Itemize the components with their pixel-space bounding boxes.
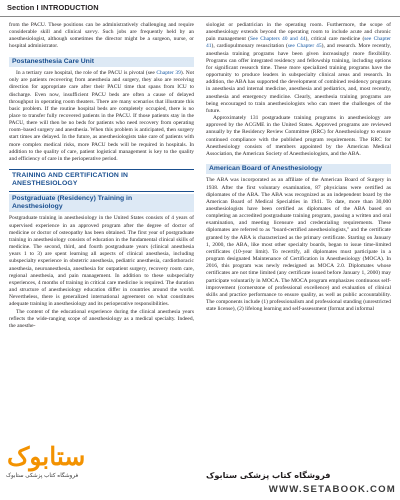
setabook-logo [6, 442, 86, 494]
training-part-heading [9, 169, 194, 192]
residency-paragraph-2: The content of the educational experience during the clinical anesthesia years reflects the wide-ranging scope of anesthesiology as a medical specialty. Indeed, the anesthe- [9, 308, 194, 329]
residency-heading [9, 194, 194, 213]
section-label: Section I INTRODUCTION [7, 3, 99, 12]
aba-heading: American Board of Anesthesiology [206, 164, 391, 174]
scope-text-c: ), cardiopulmonary resuscitation ( [211, 43, 288, 50]
chapter-45-link[interactable]: see Chapter 45 [287, 43, 322, 50]
chapters-40-44-link[interactable]: See Chapters 40 and 44 [249, 36, 306, 43]
training-part-heading-line1: TRAINING AND CERTIFICATION IN [12, 172, 129, 180]
residency-heading-line2: Anesthesiology [12, 203, 63, 211]
watermark-store-text: فروشگاه کتاب پزشکی ستابوک [206, 470, 331, 480]
chapter-39-link[interactable]: Chapter 39 [156, 70, 181, 77]
scope-paragraph [206, 22, 391, 115]
pacu-paragraph [9, 70, 194, 163]
logo-tagline: فروشگاه کتاب پزشکی ستابوک [6, 473, 79, 479]
watermark-url: WWW.SETABOOK.COM [268, 484, 396, 495]
running-header [0, 0, 400, 17]
chapter-41-link[interactable]: see Chapter 41 [206, 36, 391, 50]
training-part-heading-line2: ANESTHESIOLOGY [12, 180, 78, 188]
residency-heading-line1: Postgraduate (Residency) Training in [12, 194, 133, 202]
right-column [206, 22, 391, 313]
intro-paragraph: from the PACU. These positions can be administratively challenging and require considerable skill and clinical savvy. Such jobs are frequently held by an anesthesiologist, although sometimes the director might be a surgeon, nurse, or hospital administrator. [9, 22, 194, 50]
left-column [9, 22, 194, 330]
scope-text-b: ), critical care medicine ( [305, 36, 365, 43]
scope-text-a: siologist or pediatrician in the operating room. Furthermore, the scope of anesthesiology extends beyond the operating room to include acute and chronic pain management ( [206, 22, 391, 43]
pacu-text-a: In a tertiary care hospital, the role of the PACU is pivotal (see [16, 70, 157, 77]
residency-paragraph-1: Postgraduate training in anesthesiology in the United States consists of 4 years of supervised experience in an approved program after the degree of doctor of medicine or doctor of osteopathy has been obtained. The first year of postgraduate training in anesthesiology consists of education in the fundamental clinical skills of medicine. The second, third, and fourth postgraduate years (clinical anesthesia years 1 to 3) are spent learning all aspects of clinical anesthesia, including subspecialty experience in obstetric anesthesia, pediatric anesthesia, cardiothoracic anesthesia, neuroanesthesia, anesthesia for outpatient surgery, recovery room care, regional anesthesia, and pain management. In addition to these subspecialty experiences, 4 months of training in critical care medicine is required. The duration and structure of anesthesiology education differ in countries around the world. Nevertheless, there is generalized international agreement on what constitutes adequate training in anesthesiology and its perioperative responsibilities. [9, 215, 194, 308]
aba-paragraph: The ABA was incorporated as an affiliate of the American Board of Surgery in 1938. After the first voluntary examination, 87 physicians were certified as diplomates of the ABA. The ABA was recognized as an independent board by the American Board of Medical Specialties in 1941. To date, more than 30,000 anesthesiologists have been certified as diplomates of the ABA based on completing an accredited postgraduate training program, passing a written and oral examination, and meeting licensure and credentialing requirements. These diplomates are referred to as "board-certified anesthesiologists," and the certificate granted by the ABA is characterized as the primary certificate. Starting on January 1, 2000, the ABA, like most other specialty boards, began to issue time-limited certificates (10-year limit). To recertify, all diplomates must participate in a program designated Maintenance of Certification in Anesthesiology (MOCA). In 2016, this program was newly redesigned as MOCA 2.0. Diplomates whose certificates are not time limited (any certificate issued before January 1, 2000) may participate voluntarily in MOCA. The MOCA program emphasizes continuous self-improvement (cornerstone of professional excellence) and evaluation of clinical skills and practice performance to ensure quality, as well as public accountability. The components include (1) professionalism and professional standing (unrestricted state license), (2) lifelong learning and self-assessment (format and informal [206, 177, 391, 313]
programs-paragraph: Approximately 131 postgraduate training programs in anesthesiology are approved by the ACGME in the United States. Approved programs are reviewed annually by the Residency Review Committee (RRC) for Anesthesiology to ensure continued compliance with the published program requirements. The RRC for Anesthesiology consists of members appointed by the American Medical Association, the American Society of Anesthesiologists, and the ABA. [206, 115, 391, 157]
scope-text-d: ), and research. More recently, anesthesia training programs have been given increasingly more flexibility. Programs can offer integrated residency and fellowship training, including options for significant research time. These more specialized training programs have the opportunity to produce leaders in subspecialty clinical areas and research. In addition, the ABA has supported the development of combined residency programs in anesthesia and internal medicine, anesthesia and pediatrics, and, most recently, anesthesia and emergency medicine. Clearly, anesthesia training programs are being encouraged to train anesthesiologists who can meet the challenges of the future. [206, 43, 391, 114]
pacu-text-b: ). Not only are patients recovering from anesthesia and surgery, they also are receiving direction for appropriate care after their PACU time that spans from ICU to discharge. Even now, insufficient PACU beds are often a cause of delayed throughput in operating room theaters. There are many scenarios that illustrate this basic problem. If the routine hospital beds are completely occupied, there is no place to transfer fully recovered patients in the PACU. If those patients stay in the PACU, there will then be no beds for patients who need recovery from operating room–based surgery and anesthesia. When this problem is anticipated, then surgery start times are delayed. In the future, as anesthesiologists take care of patients with more complex medical risks, more PACU beds will be required in hospitals. In addition to the quality of care, patient logistical management is key to the quality and efficiency of care in the perioperative period. [9, 70, 194, 162]
pacu-heading: Postanesthesia Care Unit [9, 57, 194, 67]
logo-wordmark: ستابوک [7, 443, 86, 471]
